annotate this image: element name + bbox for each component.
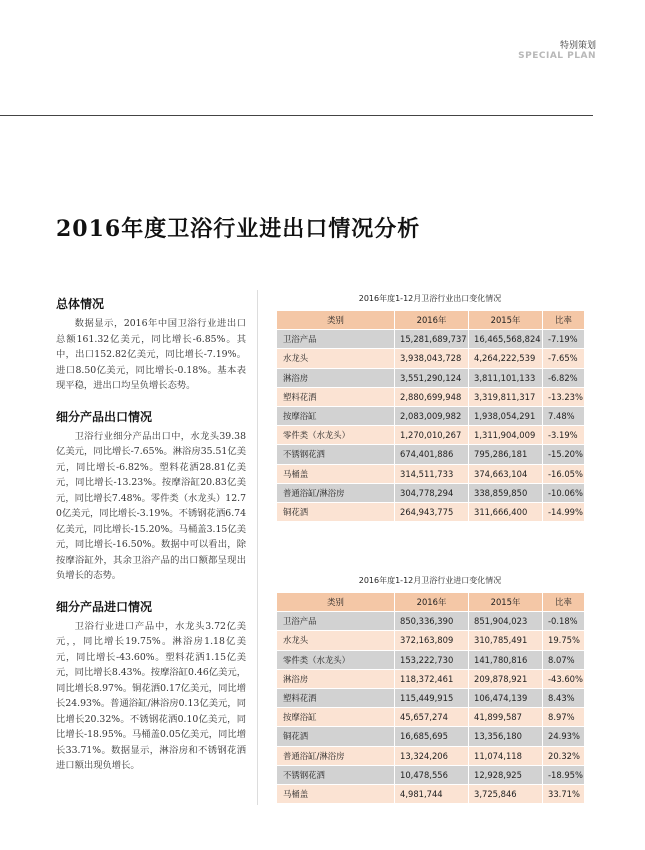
- table-row: [277, 650, 585, 669]
- ratio-cell: -7.19%: [543, 330, 585, 349]
- ratio-cell: 8.43%: [543, 688, 585, 707]
- table-title: 2016年度1-12月卫浴行业进口变化情况: [358, 576, 502, 585]
- value-2016-cell: 153,222,730: [395, 650, 469, 669]
- category-cell: 淋浴房: [277, 669, 395, 688]
- section-export: [56, 408, 246, 584]
- ratio-cell: -16.05%: [543, 464, 585, 483]
- value-2016-cell: 372,163,809: [395, 631, 469, 650]
- category-cell: 铜花洒: [277, 502, 395, 521]
- category-cell: 马桶盖: [277, 784, 395, 803]
- value-2015-cell: 374,663,104: [469, 464, 543, 483]
- value-2016-cell: 115,449,915: [395, 688, 469, 707]
- category-cell: 普通浴缸/淋浴房: [277, 746, 395, 765]
- export-table: [276, 310, 585, 522]
- table-row: [277, 330, 585, 349]
- ratio-cell: 20.32%: [543, 746, 585, 765]
- value-2015-cell: 851,904,023: [469, 612, 543, 631]
- table-row: [277, 746, 585, 765]
- table-row: [277, 784, 585, 803]
- table-header-row: [277, 593, 585, 612]
- value-2016-cell: 4,981,744: [395, 784, 469, 803]
- table-row: [277, 765, 585, 784]
- ratio-cell: -3.19%: [543, 426, 585, 445]
- ratio-cell: -14.99%: [543, 502, 585, 521]
- value-2016-cell: 850,336,390: [395, 612, 469, 631]
- ratio-cell: 33.71%: [543, 784, 585, 803]
- table-row: [277, 445, 585, 464]
- category-cell: 塑料花洒: [277, 387, 395, 406]
- category-cell: 普通浴缸/淋浴房: [277, 483, 395, 502]
- category-cell: 铜花洒: [277, 727, 395, 746]
- column-header: 2015年: [469, 311, 543, 330]
- category-cell: 零件类（水龙头）: [277, 650, 395, 669]
- value-2015-cell: 41,899,587: [469, 708, 543, 727]
- ratio-cell: 19.75%: [543, 631, 585, 650]
- section-heading: 总体情况: [56, 297, 105, 311]
- column-header: 2016年: [395, 593, 469, 612]
- value-2015-cell: 16,465,568,824: [469, 330, 543, 349]
- value-2016-cell: 674,401,886: [395, 445, 469, 464]
- column-header: 2015年: [469, 593, 543, 612]
- ratio-cell: 8.07%: [543, 650, 585, 669]
- value-2016-cell: 45,657,274: [395, 708, 469, 727]
- value-2016-cell: 10,478,556: [395, 765, 469, 784]
- ratio-cell: -43.60%: [543, 669, 585, 688]
- export-table-block: [276, 293, 584, 522]
- section-heading: 细分产品出口情况: [56, 409, 153, 424]
- table-row: [277, 406, 585, 425]
- value-2015-cell: 13,356,180: [469, 727, 543, 746]
- category-cell: 卫浴产品: [277, 612, 395, 631]
- value-2015-cell: 4,264,222,539: [469, 349, 543, 368]
- column-divider: [257, 290, 258, 805]
- value-2015-cell: 338,859,850: [469, 483, 543, 502]
- category-cell: 按摩浴缸: [277, 708, 395, 727]
- table-row: [277, 708, 585, 727]
- import-table: [276, 592, 585, 804]
- value-2016-cell: 1,270,010,267: [395, 426, 469, 445]
- table-row: [277, 612, 585, 631]
- value-2015-cell: 795,286,181: [469, 445, 543, 464]
- category-cell: 马桶盖: [277, 464, 395, 483]
- ratio-cell: -15.20%: [543, 445, 585, 464]
- table-row: [277, 688, 585, 707]
- value-2016-cell: 118,372,461: [395, 669, 469, 688]
- category-cell: 淋浴房: [277, 368, 395, 387]
- ratio-cell: -0.18%: [543, 612, 585, 631]
- column-header: 类别: [277, 311, 395, 330]
- ratio-cell: -18.95%: [543, 765, 585, 784]
- column-header: 比率: [543, 593, 585, 612]
- section-paragraph: 卫浴行业进口产品中，水龙头3.72亿美元，，同比增长19.75%。淋浴房1.18亿美元，同比增长-43.60%。塑料花洒1.15亿美元，同比增长8.43%。按摩浴缸0.46亿美元，同比增长8.97%。铜花洒0.17亿美元，同比增长24.93%。普通浴缸/淋浴房0.13亿美元，同比增长20.32%。不锈钢花洒0.10亿美元，同比增长-18.95%。马桶盖0.05亿美元，同比增长33.71%。数据显示，淋浴房和不锈钢花洒进口额出现负增长。: [56, 620, 246, 771]
- value-2015-cell: 11,074,118: [469, 746, 543, 765]
- category-cell: 零件类（水龙头）: [277, 426, 395, 445]
- category-cell: 水龙头: [277, 631, 395, 650]
- value-2015-cell: 1,311,904,009: [469, 426, 543, 445]
- value-2015-cell: 12,928,925: [469, 765, 543, 784]
- ratio-cell: -13.23%: [543, 387, 585, 406]
- value-2015-cell: 310,785,491: [469, 631, 543, 650]
- table-row: [277, 387, 585, 406]
- category-cell: 不锈钢花洒: [277, 445, 395, 464]
- value-2016-cell: 304,778,294: [395, 483, 469, 502]
- article-body: [56, 295, 246, 788]
- category-cell: 卫浴产品: [277, 330, 395, 349]
- value-2016-cell: 13,324,206: [395, 746, 469, 765]
- value-2015-cell: 1,938,054,291: [469, 406, 543, 425]
- section-heading: 细分产品进口情况: [56, 599, 153, 614]
- table-header-row: [277, 311, 585, 330]
- category-cell: 按摩浴缸: [277, 406, 395, 425]
- value-2015-cell: 3,725,846: [469, 784, 543, 803]
- table-row: [277, 669, 585, 688]
- section-overall: [56, 295, 246, 394]
- value-2016-cell: 15,281,689,737: [395, 330, 469, 349]
- table-row: [277, 426, 585, 445]
- table-row: [277, 368, 585, 387]
- table-row: [277, 349, 585, 368]
- table-row: [277, 464, 585, 483]
- ratio-cell: -7.65%: [543, 349, 585, 368]
- section-label-en: SPECIAL PLAN: [518, 51, 596, 61]
- section-import: [56, 598, 246, 774]
- section-paragraph: 数据显示，2016年中国卫浴行业进出口总额161.32亿美元，同比增长-6.85%。其中，出口152.82亿美元，同比增长-7.19%。进口8.50亿美元，同比增长-0.18%。基本表现平稳，进出口均呈负增长态势。: [56, 318, 246, 391]
- value-2016-cell: 314,511,733: [395, 464, 469, 483]
- table-row: [277, 631, 585, 650]
- category-cell: 不锈钢花洒: [277, 765, 395, 784]
- value-2015-cell: 3,811,101,133: [469, 368, 543, 387]
- value-2015-cell: 141,780,816: [469, 650, 543, 669]
- table-row: [277, 502, 585, 521]
- column-header: 比率: [543, 311, 585, 330]
- value-2015-cell: 106,474,139: [469, 688, 543, 707]
- ratio-cell: 7.48%: [543, 406, 585, 425]
- category-cell: 水龙头: [277, 349, 395, 368]
- value-2015-cell: 3,319,811,317: [469, 387, 543, 406]
- value-2016-cell: 3,551,290,124: [395, 368, 469, 387]
- value-2016-cell: 16,685,695: [395, 727, 469, 746]
- header-divider: [0, 115, 593, 116]
- table-title: 2016年度1-12月卫浴行业出口变化情况: [358, 294, 502, 303]
- value-2015-cell: 311,666,400: [469, 502, 543, 521]
- value-2015-cell: 209,878,921: [469, 669, 543, 688]
- column-header: 类别: [277, 593, 395, 612]
- value-2016-cell: 2,083,009,982: [395, 406, 469, 425]
- value-2016-cell: 2,880,699,948: [395, 387, 469, 406]
- section-label-cn: 特别策划: [559, 41, 596, 51]
- import-table-block: [276, 575, 584, 804]
- ratio-cell: -10.06%: [543, 483, 585, 502]
- table-row: [277, 483, 585, 502]
- table-row: [277, 727, 585, 746]
- column-header: 2016年: [395, 311, 469, 330]
- ratio-cell: 24.93%: [543, 727, 585, 746]
- value-2016-cell: 3,938,043,728: [395, 349, 469, 368]
- section-paragraph: 卫浴行业细分产品出口中，水龙头39.38亿美元，同比增长-7.65%。淋浴房35.51亿美元，同比增长-6.82%。塑料花洒28.81亿美元，同比增长-13.23%。按摩浴缸20.83亿美元，同比增长7.48%。零件类（水龙头）12.70亿美元，同比增长-3.19%。不锈钢花洒6.74亿美元，同比增长-15.20%。马桶盖3.15亿美元，同比增长-16.50%。数据中可以看出，除按摩浴缸外，其余卫浴产品的出口额都呈现出负增长的态势。: [56, 430, 246, 581]
- category-cell: 塑料花洒: [277, 688, 395, 707]
- article-title: 2016年度卫浴行业进出口情况分析: [56, 215, 421, 242]
- value-2016-cell: 264,943,775: [395, 502, 469, 521]
- ratio-cell: -6.82%: [543, 368, 585, 387]
- ratio-cell: 8.97%: [543, 708, 585, 727]
